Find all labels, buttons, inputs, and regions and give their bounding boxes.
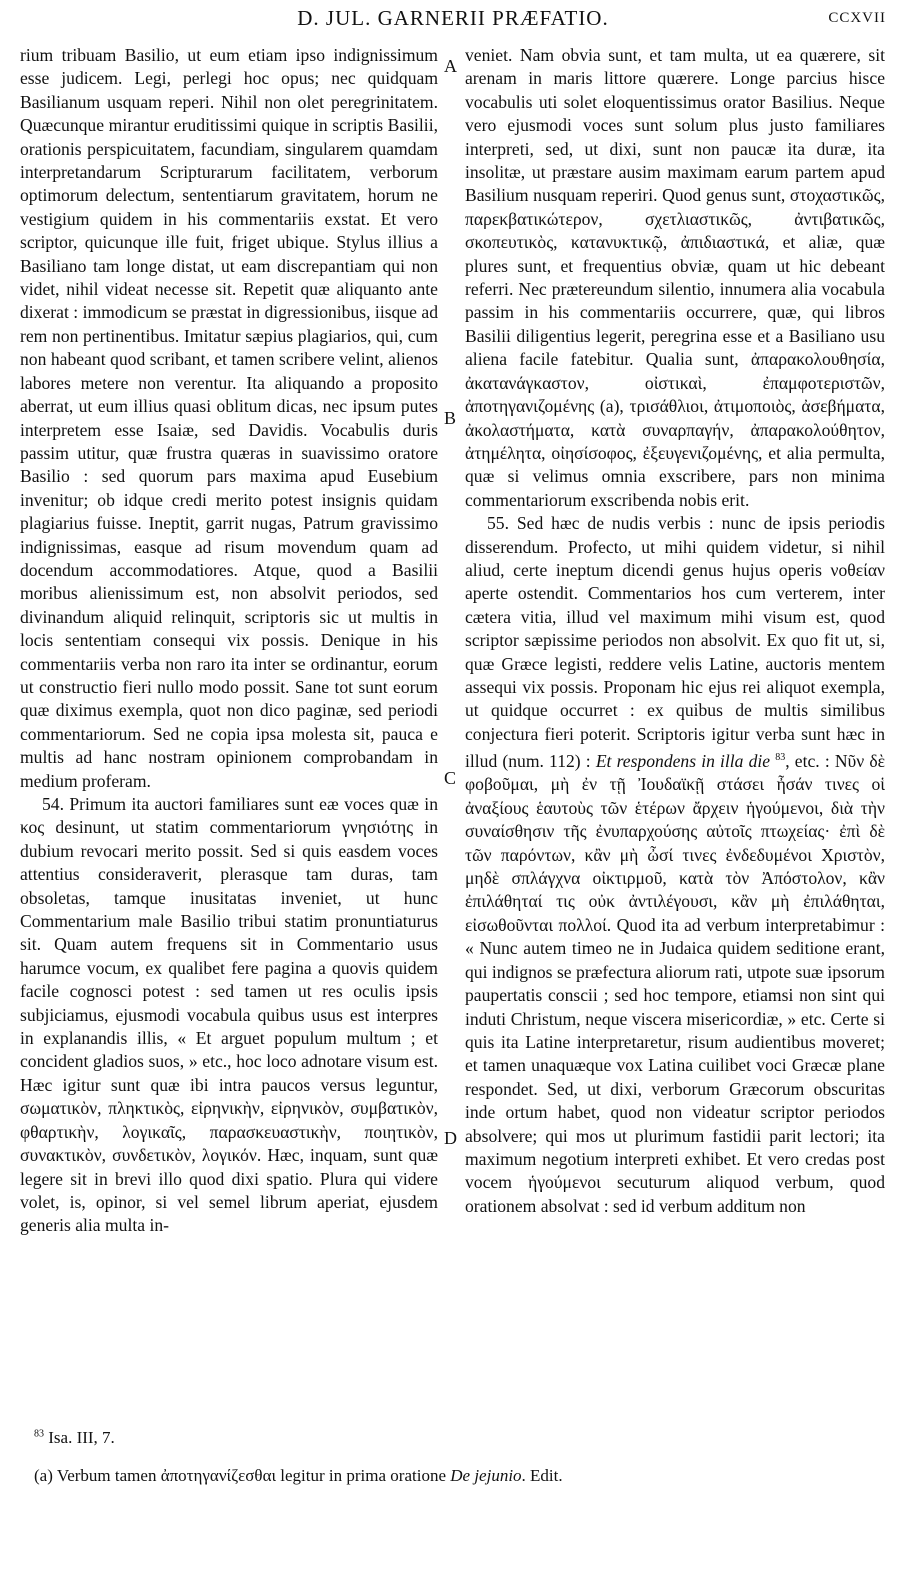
footnote-a	[34, 1466, 563, 1486]
right-paragraph-55	[465, 512, 885, 1218]
left-paragraph-54: 54. Primum ita auctori familiares sunt eæ voces quæ in κος desinunt, ut statim commentariorum γνησιότης in dubium revocari merito possit. Sed si quis easdem voces attentius consideraverit, plerasque tam duras, tam obsoletas, tamque inusitatas inveniet, ut hunc Commentarium male Basilio tribui statim pronuntiaturus sit. Quam autem frequens sit in Commentario usus harumce vocum, ex qualibet fere pagina a quovis quidem facile cognosci potest : sed tamen ut res oculis ipsis subjiciamus, ejusmodi vocabula quibus usus est interpres in explanandis illis, « Et arguet populum multum ; et concident gladios suos, » etc., hoc loco adnotare visum est. Hæc igitur sunt quæ ibi intra paucos versus leguntur, σωματικὸν, πληκτικὸς, εἰρηνικὴν, εἰρηνικὸν, συμβατικὸν, φθαρτικὴν, λογικαῖς, παρασκευαστικὴν, ποιητικὸν, συνακτικὸν, συνδετικὸν, λογικόν. Hæc, inquam, sunt quæ legere sit in brevi illo quod dixi spatio. Plura qui videre volet, is, opinor, si vel semel librum aperiat, ejusdem generis alia multa in-	[20, 794, 438, 1236]
footnote-a-title: De jejunio	[450, 1466, 522, 1485]
page-number: CCXVII	[828, 10, 886, 26]
footnote-83	[34, 1428, 115, 1448]
left-paragraph-continued: rium tribuam Basilio, ut eum etiam ipso indignissimum esse judicem. Legi, perlegi hoc opus; nec quidquam Basilianum usquam reperi. Nihil non olet peregrinitatem. Quæcunque mirantur eruditissimi quique in scriptis Basilii, orationis perspicuitatem, facundiam, singularem quamdam interpretandarum Scripturarum facilitatem, verborum optimorum delectum, sententiarum gravitatem, horum ne vestigium quidem in his commentariis exstat. Et vero scriptor, quicunque ille fuit, friget ubique. Stylus illius a Basiliano tam longe distat, ut eam discrepantiam qui non videt, nihil videat necesse sit. Repetit quæ aliquanto ante dixerat : immodicum se præstat in digressionibus, iisque ad rem non pertinentibus. Imitatur sæpius plagiarios, qui, cum non habeant quod scribant, et tamen scribere velint, alienos labores metere non verentur. Ita aliquando a proposito aberrat, ut eum illius quasi oblitum dicas, nec ipsum putes interpretem esse Isaiæ, sed Davidis. Vocabulis duris passim utitur, quæ frustra quæras in suavissimo oratore Basilio : sed quorum pars maxima apud Eusebium invenitur; ob idque credi merito potest insignis quidam plagiarius fuisse. Ineptit, garrit nugas, Patrum gravissimo indignissimas, easque ad risum movendum quam ad docendum accommodatiores. Atque, quod a Basilii moribus alienissimum est, non absolvit periodos, sed divinandum aliquid relinquit, scriptoris sic ut multis in locis sententiam consequi vix possis. Denique in his commentariis verba non raro ita inter se ordinantur, eorum ut constructio fieri nullo modo possit. Sane tot sunt eorum quæ diximus exempla, quot non dico paginæ, sed periodi commentariorum. Sed ne copia ipsa molesta sit, pauca e multis ad hanc nostram opinionem comprobandam in medium proferam.	[20, 45, 438, 791]
paragraph-55-greek-text: , etc. : Νῦν δὲ φοβοῦμαι, μὴ ἐν τῇ Ἰουδαϊκῇ στάσει ἦσάν τινες οἱ ἀναξίους ἑαυτοὺς τῶν ἑτέρων ἄρχειν ἡγούμενοι, διὰ τὴν συναίσθησιν τῆς ἐνυπαρχούσης αὐτοῖς πτωχείας· ἐπὶ δὲ τῶν παρόντων, κἂν μὴ ὦσί τινες ἐνδεδυμένοι Χριστὸν, μηδὲ σπλάγχνα οἰκτιρμοῦ, κατὰ τὸν Ἀπόστολον, κἂν ἐπιλάθηταί τις οὐκ ἀντιλέγουσι, κἂν μὴ ἐπιλάθηται, εἰσωθοῦνται πολλοί. Quod ita ad verbum interpretabimur : « Nunc autem timeo ne in Judaica quidem seditione erant, qui indignos se præfectura aliorum rati, utpote suæ ipsorum paupertatis conscii ; sed hoc tempore, etiamsi non sint qui induti Christum, neque viscera misericordiæ, » etc. Certe si quis ita Latine interpretaretur, risum audientibus moveret; et tamen unaquæque vox Latina cuilibet voci Græcæ plane respondet. Sed, ut dixi, verborum Græcorum obscuritas inde ortum habet, quod non videatur scriptor periodos absolvere; qui mos ut plurimum fastidii parit lectori; ita maximum negotium interpreti exhibet. Et vero credas post vocem ἡγούμενοι secuturum aliquod verbum, quod orationem absolvat : sed id verbum additum non	[465, 751, 886, 1216]
margin-letter-c: C	[444, 768, 457, 788]
margin-letter-b: B	[444, 408, 457, 428]
left-column	[20, 44, 438, 1238]
running-title: D. JUL. GARNERII PRÆFATIO.	[297, 6, 609, 30]
margin-letter-a: A	[444, 56, 457, 76]
margin-letter-d: D	[444, 1128, 457, 1148]
footnote-mark-a: (a)	[34, 1466, 53, 1485]
right-paragraph-continued: veniet. Nam obvia sunt, et tam multa, ut ea quærere, sit arenam in maris littore quærere. Longe parcius hisce vocabulis uti solet eloquentissimus orator Basilius. Neque vero ejusmodi voces sunt solum plus justo familiares interpreti, sed, ut dixi, sunt non paucæ ita duræ, ita insolitæ, ut præstare ausim maximam earum partem apud Basilium nusquam reperiri. Quod genus sunt, στοχαστικῶς, παρεκβατικώτερον, σχετλιαστικῶς, ἀντιβατικῶς, σκοπευτικὸς, κατανυκτικῷ, ἀπιδιαστικά, et aliæ, quæ plures sunt, et frequentius obviæ, quam ut hic debeant referri. Nec prætereundum silentio, innumera alia vocabula passim in his commentariis occurrere, quæ, qui libros Basilii diligentius legerit, peregrina esse et a Basiliano usu aliena facile fatebitur. Qualia sunt, ἀπαρακολουθησία, ἀκατανάγκαστον, οἰστικαὶ, ἐπαμφοτεριστῶν, ἀποτηγανιζομένης (a), τρισάθλιοι, ἀτιμοποιὸς, ἀσεβήματα, ἀκολαστήματα, κατὰ συναρπαγήν, ἀπαρακολούθητον, ἀτημέλητα, οἰησίσοφος, ἐξευγενιζομένης, et alia permulta, quæ si velimus omnia exscribere, pars non minima commentariorum exscribenda nobis erit.	[465, 45, 885, 510]
scripture-quote: Et respondens in illa die	[595, 751, 771, 772]
right-column	[465, 44, 885, 1218]
footnote-a-text: Verbum tamen ἀποτηγανίζεσθαι legitur in prima oratione	[56, 1466, 451, 1485]
footnote-83-text: Isa. III, 7.	[48, 1428, 115, 1447]
page-header	[20, 6, 886, 40]
paragraph-55-text: 55. Sed hæc de nudis verbis : nunc de ipsis periodis disserendum. Profecto, ut mihi quidem videtur, si nihil aliud, certe ineptum dicendi genus hujus operis νοθείαν aperte ostendit. Commentarios hos cum verterem, inter cætera vitia, illud vel maximum mihi visum est, quod scriptor sæpissime periodos non absolvit. Ex quo fit ut, si, quæ Græce legisti, reddere velis Latine, auctoris mentem assequi vix possis. Proponam hic ejus rei aliquot exempla, ut quidque occurret : ex quibus de multis similibus conjectura fieri poterit. Scriptoris igitur verba sunt hæc in illud (num. 112) :	[465, 513, 885, 772]
footnote-mark-83: 83	[34, 1428, 44, 1440]
footnote-a-editor: . Edit.	[521, 1466, 563, 1485]
footnote-ref-83: 83	[775, 752, 786, 764]
